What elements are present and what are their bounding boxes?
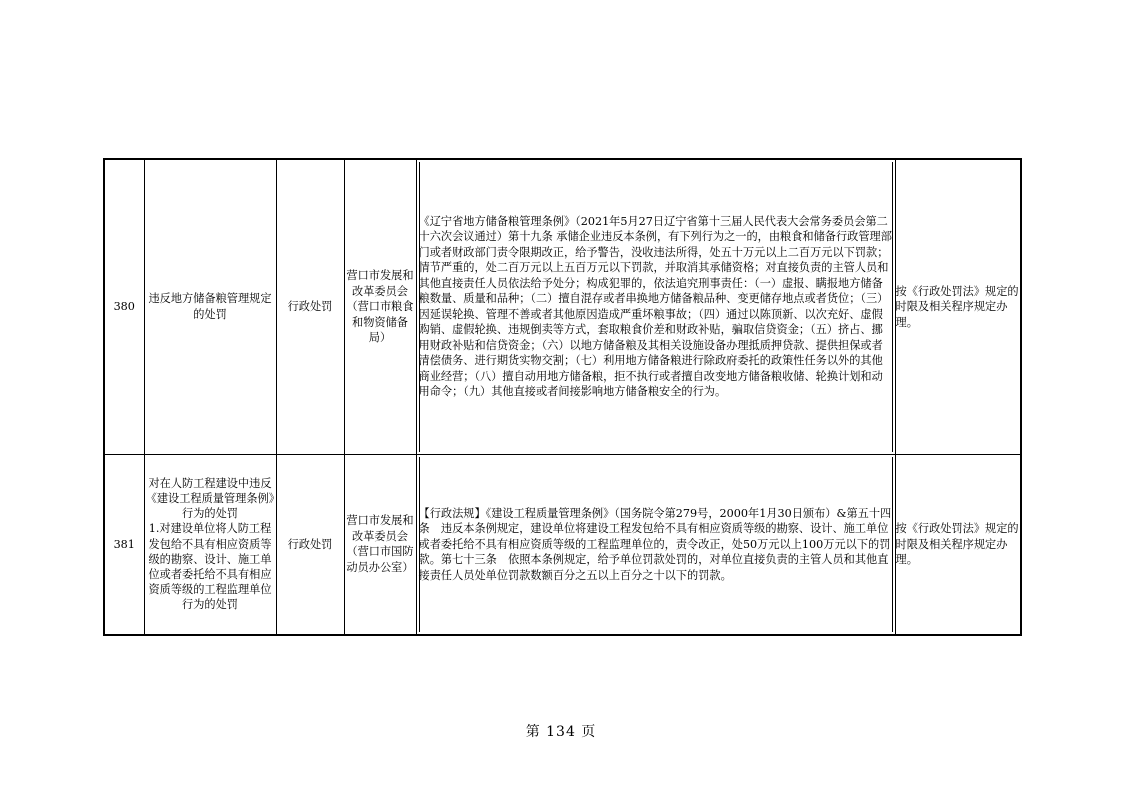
item-number: 381 bbox=[104, 454, 144, 635]
item-name: 对在人防工程建设中违反《建设工程质量管理条例》行为的处罚 1.对建设单位将人防工程发包给不具有相应资质等级的勘察、设计、施工单位或者委托给不具有相应资质等级的工程监理单位行为的处罚 bbox=[144, 454, 276, 635]
item-department: 营口市发展和改革委员会（营口市国防动员办公室） bbox=[344, 454, 416, 635]
page-number: 第 134 页 bbox=[525, 724, 597, 740]
item-name: 违反地方储备粮管理规定的处罚 bbox=[144, 159, 276, 454]
power-list-table bbox=[103, 158, 1022, 636]
power-list-table-container bbox=[103, 158, 1020, 636]
table-row bbox=[104, 159, 1021, 454]
item-number: 380 bbox=[104, 159, 144, 454]
item-type: 行政处罚 bbox=[276, 454, 344, 635]
item-legal-basis-text: 【行政法规】《建设工程质量管理条例》（国务院令第279号，2000年1月30日颁布）&第五十四条 违反本条例规定，建设单位将建设工程发包给不具有相应资质等级的勘察、设计、施工单位或者委托给不具有相应资质等级的工程监理单位的，责令改正，处50万元以上100万元以下的罚款。第七十三条 依照本条例规定，给予单位罚款处罚的，对单位直接负责的主管人员和其他直接责任人员处单位罚款数额百分之五以上百分之十以下的罚款。 bbox=[418, 506, 892, 582]
item-type: 行政处罚 bbox=[276, 159, 344, 454]
table-row bbox=[104, 454, 1021, 635]
item-legal-basis-text: 《辽宁省地方储备粮管理条例》（2021年5月27日辽宁省第十三届人民代表大会常务委员会第二十六次会议通过）第十九条 承储企业违反本条例，有下列行为之一的，由粮食和储备行政管理部门或者财政部门责令限期改正，给予警告，没收违法所得，处五十万元以上二百万元以下罚款；情节严重的，处二百万元以上五百万元以下罚款，并取消其承储资格；对直接负责的主管人员和其他直接责任人员依法给予处分；构成犯罪的，依法追究刑事责任：（一）虚报、瞒报地方储备粮数量、质量和品种；（二）擅自混存或者串换地方储备粮品种、变更储存地点或者货位；（三）因延误轮换、管理不善或者其他原因造成严重坏粮事故；（四）通过以陈顶新、以次充好、虚假购销、虚假轮换、违规倒卖等方式，套取粮食价差和财政补贴，骗取信贷资金；（五）挤占、挪用财政补贴和信贷资金；（六）以地方储备粮及其相关设施设备办理抵质押贷款、提供担保或者清偿债务、进行期货实物交割；（七）利用地方储备粮进行除政府委托的政策性任务以外的其他商业经营；（八）擅自动用地方储备粮，拒不执行或者擅自改变地方储备粮收储、轮换计划和动用命令；（九）其他直接或者间接影响地方储备粮安全的行为。 bbox=[418, 214, 892, 399]
item-legal-basis bbox=[416, 159, 895, 454]
item-remark: 按《行政处罚法》规定的时限及相关程序规定办理。 bbox=[895, 454, 1021, 635]
item-remark: 按《行政处罚法》规定的时限及相关程序规定办理。 bbox=[895, 159, 1021, 454]
item-legal-basis bbox=[416, 454, 895, 635]
item-department: 营口市发展和改革委员会（营口市粮食和物资储备局） bbox=[344, 159, 416, 454]
